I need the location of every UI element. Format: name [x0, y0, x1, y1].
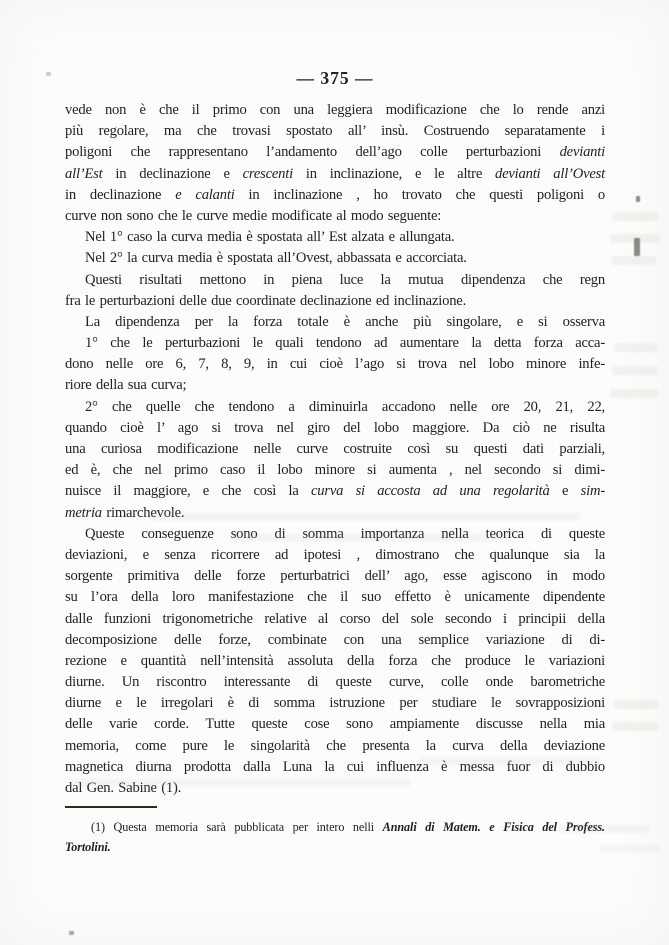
paragraph: [65, 100, 605, 227]
text-line: [65, 837, 605, 857]
ink-speck-artifact: [636, 196, 640, 202]
text-line: [65, 609, 605, 630]
paragraph: [65, 270, 605, 312]
text-line: [65, 185, 605, 206]
text-segment: dal Gen. Sabine (1).: [65, 780, 182, 796]
text-line: [65, 714, 605, 735]
scan-bleedthrough-artifact: [614, 700, 658, 709]
text-segment: in inclinazione , ho trovato che questi poligoni o: [234, 186, 605, 203]
text-segment: su l’ora della loro manifestazione che il suo effetto è unicamente dipendente: [65, 589, 605, 606]
text-segment: in declinazione: [65, 186, 176, 203]
text-segment: curva si accosta ad una regolarità: [311, 483, 550, 500]
text-segment: metria: [65, 504, 102, 521]
text-line: [65, 481, 605, 502]
text-line: [65, 164, 605, 185]
text-segment: deviazioni, e senza ricorrere ad ipotesi , dimostrano che qualunque sia la: [65, 546, 605, 563]
text-line: [65, 291, 605, 312]
text-segment: una curiosa modificazione nelle curve costruite così su questi dati parziali,: [65, 441, 605, 457]
text-segment: Tortolini.: [65, 840, 111, 854]
text-line: [65, 418, 605, 439]
scan-bleedthrough-artifact: [614, 343, 658, 352]
text-segment: più regolare, ma che trovasi spostato all’ insù. Costruendo separatamente i: [65, 123, 605, 140]
text-segment: crescenti: [242, 165, 293, 182]
text-segment: Annali di Matem. e Fisica del Profess.: [382, 820, 605, 834]
text-segment: Questi risultati mettono in piena luce la mutua dipendenza che regn: [85, 271, 605, 288]
text-segment: La dipendenza per la forza totale è anche più singolare, e si osserva: [85, 313, 605, 330]
footnote: [65, 817, 605, 857]
text-line: [65, 524, 605, 545]
text-line: [65, 206, 605, 227]
text-line: [65, 460, 605, 481]
scan-bleedthrough-artifact: [612, 366, 658, 375]
text-segment: nuisce il maggiore, e che così la: [65, 483, 311, 500]
scan-bleedthrough-artifact: [610, 389, 658, 398]
text-segment: delle varie corde. Tutte queste cose sono ampiamente discusse nella mia: [65, 716, 605, 733]
scan-bleedthrough-artifact: [610, 234, 660, 243]
text-line: [65, 354, 605, 375]
text-line: [65, 121, 605, 142]
paragraph: [65, 227, 605, 248]
text-segment: devianti: [559, 144, 605, 161]
text-segment: Nel 1° caso la curva media è spostata all’ Est alzata e allungata.: [85, 229, 455, 246]
text-line: [65, 651, 605, 672]
paragraph: [65, 817, 605, 857]
text-line: [65, 545, 605, 566]
text-segment: (1) Questa memoria sarà pubblicata per intero nelli: [91, 820, 383, 834]
text-line: [65, 566, 605, 587]
text-segment: e calanti: [175, 186, 235, 203]
scan-bleedthrough-artifact: [612, 722, 658, 731]
text-segment: devianti all’Ovest: [495, 165, 605, 182]
text-segment: rimarchevole.: [101, 504, 185, 521]
text-line: [65, 375, 605, 396]
text-segment: memoria, come pure le singolarità che presenta la curva della deviazione: [65, 737, 605, 754]
text-line: [65, 227, 605, 248]
text-line: [65, 757, 605, 778]
text-line: [65, 270, 605, 291]
text-segment: ed è, che nel primo caso il lobo minore si aumenta , nel secondo si dimi-: [65, 462, 605, 479]
text-line: [65, 100, 605, 121]
scan-bleedthrough-artifact: [612, 212, 658, 221]
text-segment: poligoni che rappresentano l’andamento dell’ago colle perturbazioni: [65, 144, 560, 161]
text-segment: vede non è che il primo con una leggiera modificazione che lo rende anzi: [65, 102, 605, 118]
text-segment: curve non sono che le curve medie modificate al modo seguente:: [65, 207, 442, 224]
text-line: [65, 693, 605, 714]
paragraph: [65, 312, 605, 333]
text-line: [65, 736, 605, 757]
text-line: [65, 142, 605, 163]
paragraph: [65, 397, 605, 524]
text-segment: e: [549, 483, 581, 500]
page-number: — 375 —: [296, 68, 374, 88]
text-line: [65, 312, 605, 333]
text-segment: dono nelle ore 6, 7, 8, 9, in cui cioè l’ago si trova nel lobo minore infe-: [65, 356, 605, 373]
text-line: [65, 248, 605, 269]
text-line: [65, 333, 605, 354]
text-segment: all’Est: [65, 165, 103, 182]
text-line: [65, 503, 605, 524]
text-segment: sim-: [580, 483, 605, 500]
text-segment: decomposizione delle forze, combinate con una semplice variazione di di-: [65, 631, 605, 648]
scan-bleedthrough-artifact: [600, 845, 660, 852]
scan-bleedthrough-artifact: [612, 256, 656, 265]
paragraph: [65, 333, 605, 397]
text-segment: quando cioè l’ ago si trova nel giro del lobo maggiore. Da ciò ne risulta: [65, 419, 605, 436]
text-segment: dalle funzioni trigonometriche relative al corso del sole secondo i principii della: [65, 610, 605, 627]
text-line: [65, 778, 605, 799]
ink-speck-artifact: [69, 931, 74, 935]
body-text: [65, 100, 605, 799]
text-line: [65, 439, 605, 460]
text-segment: rezione e quantità nell’intensità assoluta della forza che produce le variazioni: [65, 652, 605, 669]
footnote-block: [65, 799, 605, 857]
paragraph: [65, 248, 605, 269]
ink-speck-artifact: [46, 72, 51, 76]
text-segment: diurne. Un riscontro interessante di queste curve, colle onde barometriche: [65, 674, 605, 691]
text-segment: 2° che quelle che tendono a diminuirla accadono nelle ore 20, 21, 22,: [85, 398, 605, 415]
text-line: [65, 630, 605, 651]
text-segment: Queste conseguenze sono di somma importanza nella teorica di queste: [85, 525, 605, 542]
text-line: [65, 672, 605, 693]
ink-speck-artifact: [634, 238, 640, 256]
text-segment: sorgente primitiva delle forze perturbatrici dell’ ago, esse agiscono in modo: [65, 568, 605, 585]
text-segment: Nel 2° la curva media è spostata all’Ovest, abbassata e accorciata.: [85, 250, 467, 267]
text-segment: riore della sua curva;: [65, 377, 187, 394]
text-segment: in inclinazione, e le altre: [293, 165, 495, 182]
text-line: [65, 587, 605, 608]
text-segment: 1° che le perturbazioni le quali tendono ad aumentare la detta forza acca-: [85, 335, 605, 352]
text-line: [65, 397, 605, 418]
text-segment: magnetica diurna prodotta dalla Luna la cui influenza è messa fuor di dubbio: [65, 758, 605, 775]
paragraph: [65, 524, 605, 799]
text-segment: in declinazione e: [102, 165, 243, 182]
text-segment: fra le perturbazioni delle due coordinate declinazione ed inclinazione.: [65, 292, 467, 309]
text-segment: diurne e le irregolari è di somma istruzione per studiare le sovrapposizioni: [65, 695, 605, 712]
text-line: [65, 817, 605, 837]
footnote-separator: [65, 806, 157, 808]
